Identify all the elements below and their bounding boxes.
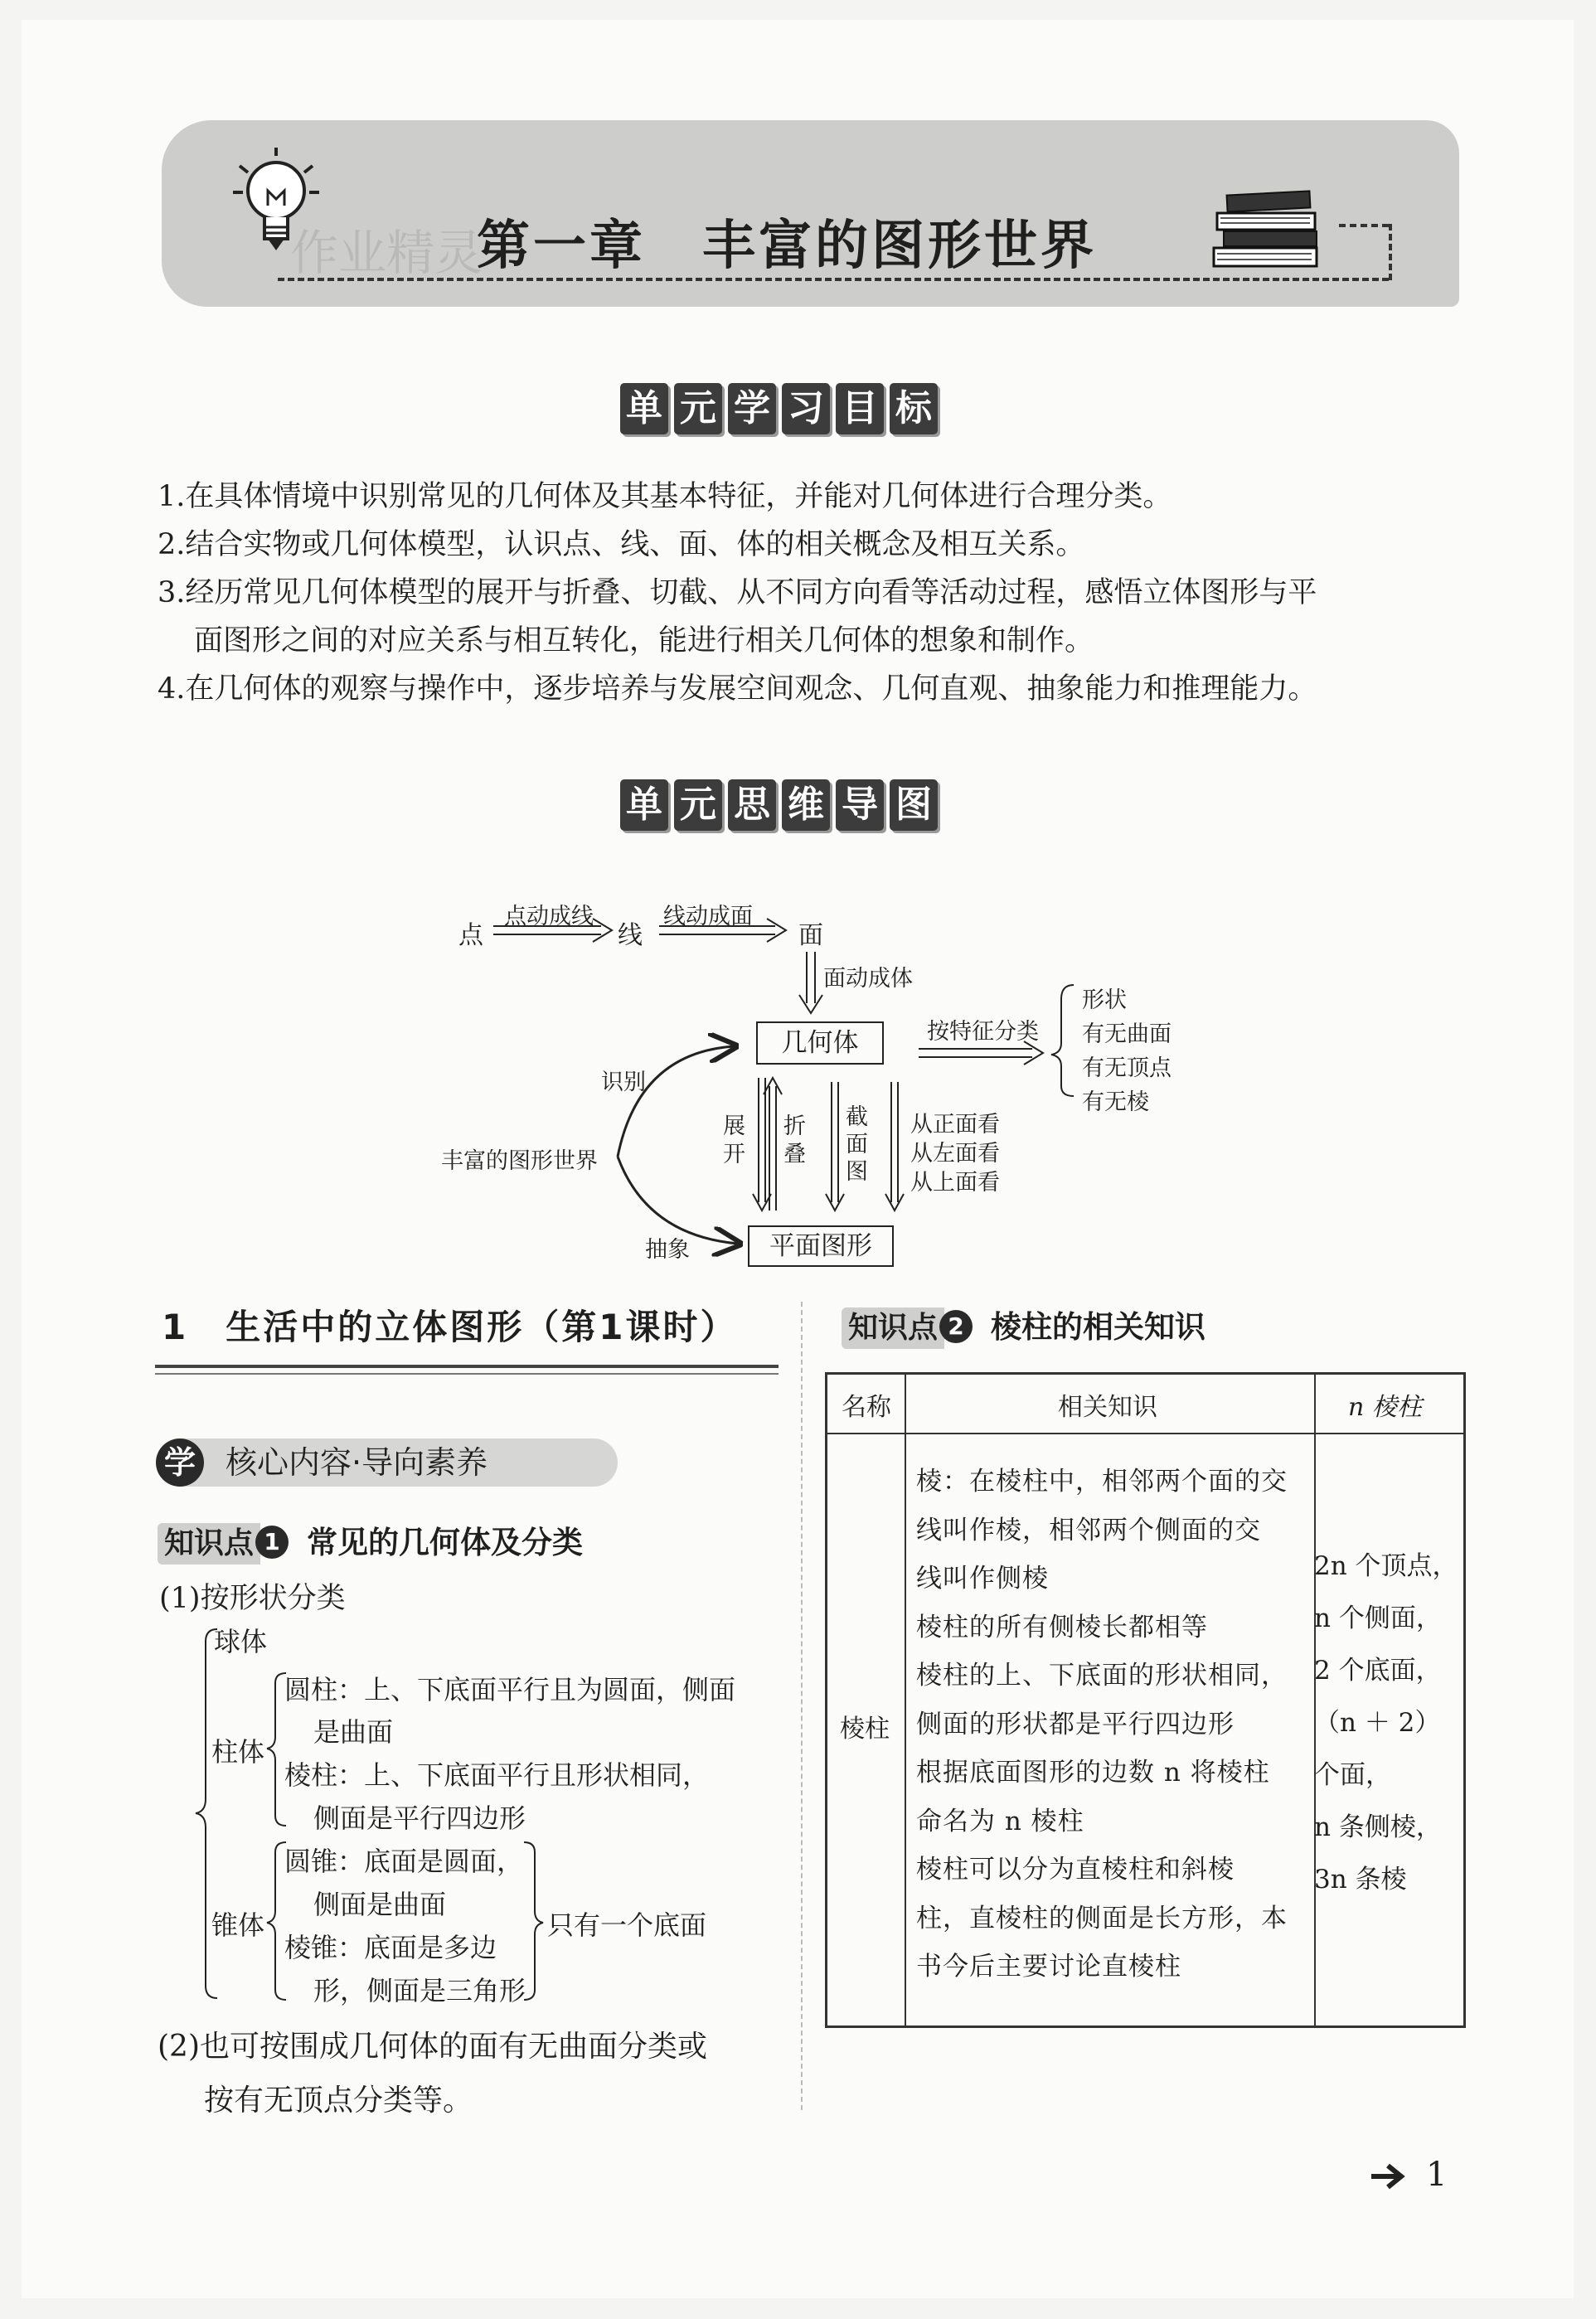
cylinder-line: 是曲面 bbox=[313, 1716, 394, 1748]
lesson-title: 1 生活中的立体图形（第1课时） bbox=[162, 1307, 738, 1347]
mm-abstract: 抽象 bbox=[645, 1237, 690, 1263]
table-header: 相关知识 bbox=[1058, 1393, 1157, 1422]
core-text: 核心内容·导向素养 bbox=[226, 1444, 488, 1481]
kp-title: 棱柱的相关知识 bbox=[991, 1309, 1206, 1345]
heading-char: 单 bbox=[620, 383, 668, 434]
sphere: 球体 bbox=[214, 1626, 268, 1657]
classification-braces bbox=[0, 0, 796, 2040]
knowledge-line: 线叫作侧棱 bbox=[916, 1564, 1049, 1594]
knowledge-line: 棱柱的所有侧棱长都相等 bbox=[916, 1612, 1208, 1642]
mm-section: 图 bbox=[846, 1159, 868, 1185]
mm-classify: 按特征分类 bbox=[927, 1019, 1039, 1045]
knowledge-line: 根据底面图形的边数 n 将棱柱 bbox=[916, 1758, 1270, 1788]
heading-char: 思 bbox=[728, 779, 776, 831]
mm-view: 从左面看 bbox=[910, 1141, 1000, 1167]
goal-item: 面图形之间的对应关系与相互转化，能进行相关几何体的想象和制作。 bbox=[194, 624, 1094, 657]
table-rule bbox=[905, 1375, 906, 2025]
n-prism-line: 个面， bbox=[1314, 1760, 1391, 1790]
arrow-right-icon bbox=[1370, 2162, 1406, 2190]
mm-line: 线 bbox=[618, 921, 643, 950]
arrow-section bbox=[826, 1082, 844, 1210]
mm-feature: 有无曲面 bbox=[1082, 1021, 1172, 1047]
knowledge-line: 棱柱的上、下底面的形状相同， bbox=[916, 1661, 1288, 1691]
arrow-surface-to-solid bbox=[799, 952, 822, 1013]
mm-section: 面 bbox=[846, 1132, 868, 1157]
features-brace bbox=[1051, 985, 1074, 1096]
knowledge-line: 棱柱可以分为直棱柱和斜棱 bbox=[916, 1855, 1235, 1885]
heading-char: 图 bbox=[890, 779, 938, 831]
mm-fold: 叠 bbox=[783, 1142, 806, 1167]
kp-number: 2 bbox=[939, 1310, 973, 1343]
n-prism-line: 2n 个顶点， bbox=[1314, 1551, 1458, 1581]
mm-feature: 有无棱 bbox=[1082, 1089, 1149, 1115]
knowledge-line: 线叫作棱，相邻两个侧面的交 bbox=[916, 1515, 1261, 1545]
cylinder-line: 圆柱：上、下底面平行且为圆面，侧面 bbox=[284, 1674, 736, 1705]
chapter-title: 第一章 丰富的图形世界 bbox=[477, 215, 1097, 277]
heading-char: 单 bbox=[620, 779, 668, 831]
table-header: 名称 bbox=[842, 1393, 891, 1422]
page-number: 1 bbox=[1426, 2156, 1448, 2194]
other-classification: (2)也可按围成几何体的面有无曲面分类或 bbox=[158, 2030, 707, 2064]
mm-surface: 面 bbox=[798, 921, 823, 950]
n-prism-line: 3n 条棱 bbox=[1314, 1865, 1407, 1894]
goal-item: 3.经历常见几何体模型的展开与折叠、切截、从不同方向看等活动过程，感悟立体图形与平 bbox=[158, 576, 1317, 609]
mm-plane-box: 平面图形 bbox=[748, 1225, 894, 1267]
mm-feature: 有无顶点 bbox=[1082, 1055, 1172, 1081]
kp-number: 1 bbox=[255, 1526, 289, 1559]
row-name: 棱柱 bbox=[840, 1715, 890, 1744]
watermark: 作业精灵 bbox=[290, 225, 483, 281]
core-icon: 学 bbox=[156, 1438, 204, 1487]
mm-feature: 形状 bbox=[1082, 987, 1127, 1013]
mm-point: 点 bbox=[458, 921, 483, 950]
prism-line: 棱柱：上、下底面平行且形状相同， bbox=[284, 1759, 710, 1791]
heading-char: 目 bbox=[836, 383, 884, 434]
n-prism-line: 2 个底面， bbox=[1314, 1656, 1442, 1686]
heading-char: 学 bbox=[728, 383, 776, 434]
mm-view: 从上面看 bbox=[910, 1170, 1000, 1196]
n-prism-line: （n ＋ 2） bbox=[1314, 1708, 1441, 1738]
knowledge-point-2 bbox=[842, 1302, 1205, 1349]
knowledge-line: 命名为 n 棱柱 bbox=[916, 1806, 1084, 1836]
heading-char: 元 bbox=[674, 779, 722, 831]
mm-surface-to-solid: 面动成体 bbox=[823, 966, 913, 992]
knowledge-line: 书今后主要讨论直棱柱 bbox=[916, 1952, 1181, 1982]
mm-world: 丰富的图形世界 bbox=[441, 1148, 598, 1174]
heading-char: 习 bbox=[782, 383, 830, 434]
knowledge-line: 柱，直棱柱的侧面是长方形，本 bbox=[916, 1903, 1288, 1933]
pyramid-line: 形，侧面是三角形 bbox=[313, 1975, 526, 2006]
kp-title: 常见的几何体及分类 bbox=[307, 1525, 584, 1560]
kp-tag: 知识点 bbox=[158, 1523, 260, 1565]
knowledge-line: 侧面的形状都是平行四边形 bbox=[916, 1709, 1235, 1739]
other-classification: 按有无顶点分类等。 bbox=[204, 2084, 473, 2118]
table-header: n 棱柱 bbox=[1348, 1393, 1422, 1422]
mm-point-to-line: 点动成线 bbox=[504, 904, 594, 929]
mm-view: 从正面看 bbox=[910, 1112, 1000, 1138]
n-prism-facts bbox=[1314, 1540, 1463, 1906]
cone-line: 圆锥：底面是圆面， bbox=[284, 1846, 524, 1877]
one-base: 只有一个底面 bbox=[547, 1909, 707, 1941]
prism-line: 侧面是平行四边形 bbox=[313, 1802, 526, 1834]
prism-table bbox=[825, 1372, 1466, 2028]
pyramid-line: 棱锥：底面是多边 bbox=[284, 1932, 497, 1963]
cone-line: 侧面是曲面 bbox=[313, 1889, 447, 1920]
goal-item: 2.结合实物或几何体模型，认识点、线、面、体的相关概念及相互关系。 bbox=[158, 528, 1085, 561]
heading-char: 维 bbox=[782, 779, 830, 831]
mm-solid-box: 几何体 bbox=[756, 1021, 884, 1065]
cylinder-group: 柱体 bbox=[211, 1736, 265, 1768]
n-prism-line: n 个侧面， bbox=[1314, 1603, 1442, 1633]
by-shape: (1)按形状分类 bbox=[159, 1582, 346, 1615]
heading-char: 标 bbox=[890, 383, 938, 434]
mm-line-to-surface: 线动成面 bbox=[663, 904, 753, 929]
knowledge-line: 棱：在棱柱中，相邻两个面的交 bbox=[916, 1467, 1288, 1497]
cone-group: 锥体 bbox=[211, 1909, 265, 1941]
n-prism-line: n 条侧棱， bbox=[1314, 1812, 1442, 1842]
arrow-views bbox=[885, 1082, 904, 1210]
mm-unfold: 开 bbox=[723, 1142, 745, 1167]
mm-unfold: 展 bbox=[723, 1113, 745, 1139]
mm-recognize: 识别 bbox=[601, 1070, 646, 1095]
kp-tag: 知识点 bbox=[842, 1307, 944, 1349]
mm-section: 截 bbox=[846, 1104, 868, 1130]
goal-item: 1.在具体情境中识别常见的几何体及其基本特征，并能对几何体进行合理分类。 bbox=[158, 480, 1172, 513]
goal-item: 4.在几何体的观察与操作中，逐步培养与发展空间观念、几何直观、抽象能力和推理能力。 bbox=[158, 672, 1317, 706]
heading-char: 导 bbox=[836, 779, 884, 831]
column-divider bbox=[801, 1302, 803, 2110]
prism-knowledge bbox=[916, 1458, 1314, 1992]
mm-fold: 折 bbox=[783, 1113, 806, 1139]
heading-char: 元 bbox=[674, 383, 722, 434]
table-rule bbox=[827, 1433, 1463, 1434]
